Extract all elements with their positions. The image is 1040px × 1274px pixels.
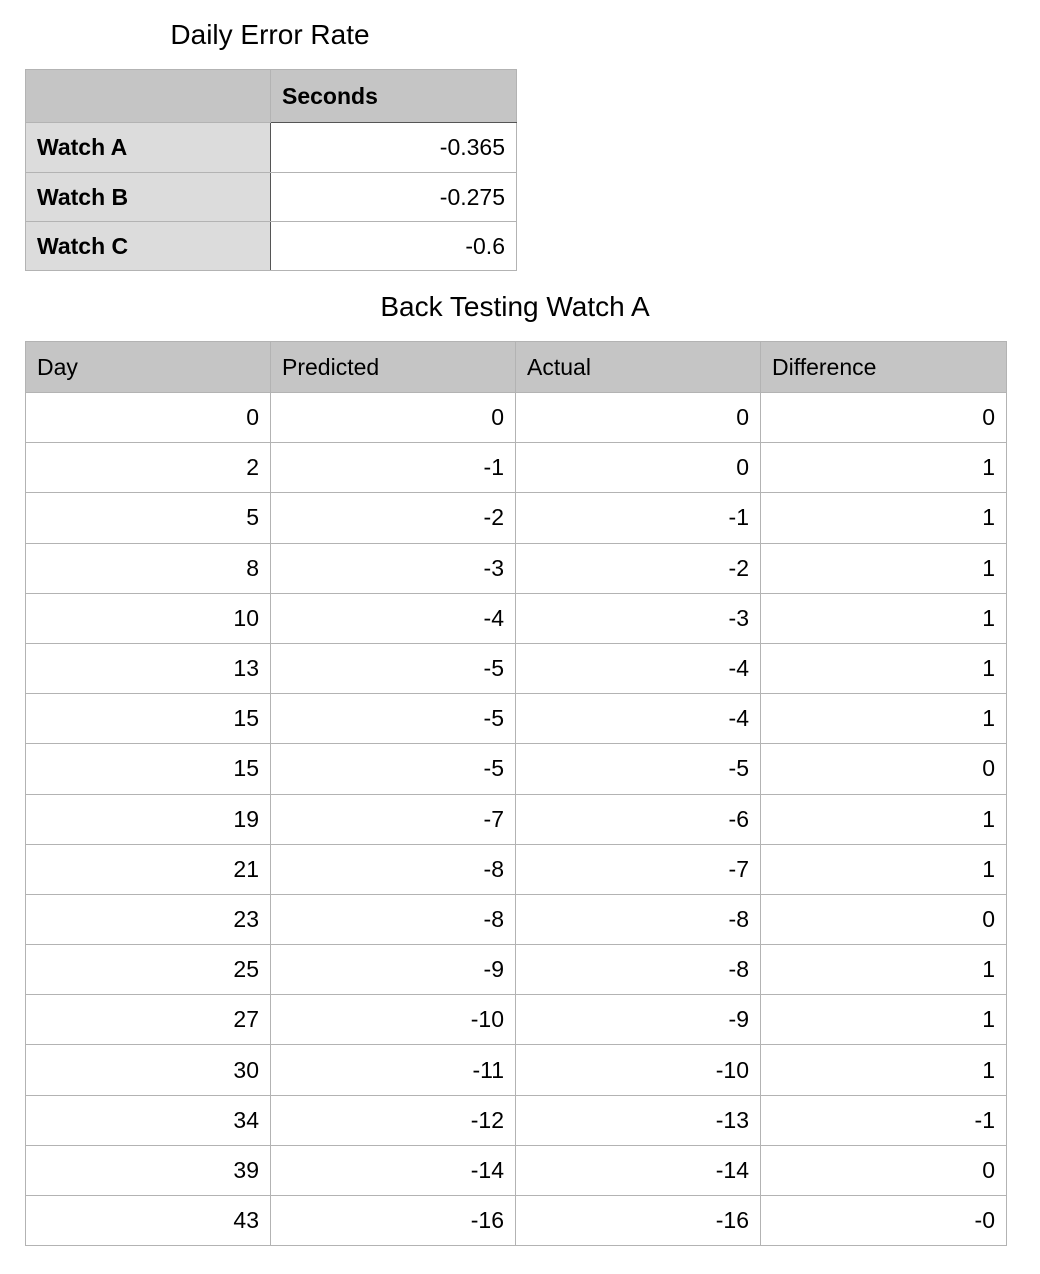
- table-row: [26, 794, 1007, 844]
- actual-cell[interactable]: -3: [516, 593, 761, 643]
- day-cell[interactable]: 43: [26, 1196, 271, 1246]
- table-row: [26, 995, 1007, 1045]
- actual-cell[interactable]: 0: [516, 393, 761, 443]
- difference-cell[interactable]: 0: [761, 744, 1007, 794]
- back-testing-title: Back Testing Watch A: [380, 291, 650, 322]
- predicted-cell[interactable]: -3: [271, 543, 516, 593]
- row-header-watch-b[interactable]: Watch B: [26, 173, 271, 222]
- day-cell[interactable]: 5: [26, 493, 271, 543]
- actual-cell[interactable]: 0: [516, 443, 761, 493]
- difference-cell[interactable]: 1: [761, 593, 1007, 643]
- day-cell[interactable]: 34: [26, 1095, 271, 1145]
- difference-cell[interactable]: 1: [761, 1045, 1007, 1095]
- predicted-cell[interactable]: -2: [271, 493, 516, 543]
- difference-cell[interactable]: 1: [761, 443, 1007, 493]
- table-row: [26, 1145, 1007, 1195]
- daily-error-rate-table: [25, 69, 517, 271]
- predicted-cell[interactable]: -10: [271, 995, 516, 1045]
- predicted-cell[interactable]: -5: [271, 643, 516, 693]
- table-row: [26, 173, 517, 222]
- table-row: [26, 493, 1007, 543]
- table-cell[interactable]: -0.6: [271, 222, 517, 271]
- actual-cell[interactable]: -4: [516, 643, 761, 693]
- actual-cell[interactable]: -7: [516, 844, 761, 894]
- day-cell[interactable]: 0: [26, 393, 271, 443]
- back-testing-table: [25, 341, 1007, 1246]
- table-row: [26, 844, 1007, 894]
- table-row: [26, 1045, 1007, 1095]
- table-row: [26, 643, 1007, 693]
- difference-cell[interactable]: 1: [761, 493, 1007, 543]
- table-row: [26, 1095, 1007, 1145]
- day-cell[interactable]: 39: [26, 1145, 271, 1195]
- difference-cell[interactable]: 1: [761, 794, 1007, 844]
- difference-cell[interactable]: -1: [761, 1095, 1007, 1145]
- table-cell[interactable]: -0.365: [271, 123, 517, 173]
- table-row: [26, 393, 1007, 443]
- difference-cell[interactable]: 0: [761, 393, 1007, 443]
- predicted-cell[interactable]: -12: [271, 1095, 516, 1145]
- actual-cell[interactable]: -8: [516, 945, 761, 995]
- row-header-watch-a[interactable]: Watch A: [26, 123, 271, 173]
- difference-column-header[interactable]: Difference: [761, 342, 1007, 393]
- difference-cell[interactable]: 1: [761, 643, 1007, 693]
- actual-cell[interactable]: -5: [516, 744, 761, 794]
- predicted-cell[interactable]: -14: [271, 1145, 516, 1195]
- predicted-cell[interactable]: -16: [271, 1196, 516, 1246]
- day-cell[interactable]: 13: [26, 643, 271, 693]
- table-row: [26, 694, 1007, 744]
- difference-cell[interactable]: 1: [761, 543, 1007, 593]
- actual-cell[interactable]: -16: [516, 1196, 761, 1246]
- table-row: [26, 593, 1007, 643]
- difference-cell[interactable]: -0: [761, 1196, 1007, 1246]
- back-testing-table-body: [26, 393, 1007, 1246]
- day-cell[interactable]: 25: [26, 945, 271, 995]
- predicted-cell[interactable]: 0: [271, 393, 516, 443]
- day-cell[interactable]: 27: [26, 995, 271, 1045]
- day-cell[interactable]: 15: [26, 694, 271, 744]
- day-cell[interactable]: 30: [26, 1045, 271, 1095]
- table-row: [26, 945, 1007, 995]
- day-cell[interactable]: 2: [26, 443, 271, 493]
- table-row: [26, 543, 1007, 593]
- difference-cell[interactable]: 1: [761, 945, 1007, 995]
- predicted-cell[interactable]: -11: [271, 1045, 516, 1095]
- difference-cell[interactable]: 1: [761, 694, 1007, 744]
- difference-cell[interactable]: 0: [761, 1145, 1007, 1195]
- day-cell[interactable]: 10: [26, 593, 271, 643]
- table-row: [26, 222, 517, 271]
- day-column-header[interactable]: Day: [26, 342, 271, 393]
- difference-cell[interactable]: 1: [761, 995, 1007, 1045]
- day-cell[interactable]: 21: [26, 844, 271, 894]
- predicted-cell[interactable]: -5: [271, 744, 516, 794]
- actual-cell[interactable]: -6: [516, 794, 761, 844]
- difference-cell[interactable]: 0: [761, 894, 1007, 944]
- day-cell[interactable]: 23: [26, 894, 271, 944]
- predicted-column-header[interactable]: Predicted: [271, 342, 516, 393]
- table-row: [26, 443, 1007, 493]
- predicted-cell[interactable]: -1: [271, 443, 516, 493]
- actual-cell[interactable]: -9: [516, 995, 761, 1045]
- daily-error-rate-title: Daily Error Rate: [170, 19, 370, 50]
- predicted-cell[interactable]: -9: [271, 945, 516, 995]
- row-header-watch-c[interactable]: Watch C: [26, 222, 271, 271]
- table-row: [26, 744, 1007, 794]
- table-cell[interactable]: -0.275: [271, 173, 517, 222]
- day-cell[interactable]: 19: [26, 794, 271, 844]
- day-cell[interactable]: 8: [26, 543, 271, 593]
- table-row: [26, 123, 517, 173]
- seconds-column-header[interactable]: Seconds: [271, 70, 517, 123]
- corner-header-cell[interactable]: [26, 70, 271, 123]
- actual-cell[interactable]: -2: [516, 543, 761, 593]
- predicted-cell[interactable]: -8: [271, 844, 516, 894]
- day-cell[interactable]: 15: [26, 744, 271, 794]
- actual-column-header[interactable]: Actual: [516, 342, 761, 393]
- predicted-cell[interactable]: -8: [271, 894, 516, 944]
- table-row: [26, 1196, 1007, 1246]
- difference-cell[interactable]: 1: [761, 844, 1007, 894]
- predicted-cell[interactable]: -5: [271, 694, 516, 744]
- actual-cell[interactable]: -13: [516, 1095, 761, 1145]
- actual-cell[interactable]: -1: [516, 493, 761, 543]
- table-row: [26, 894, 1007, 944]
- predicted-cell[interactable]: -7: [271, 794, 516, 844]
- header-row: [26, 342, 1007, 393]
- actual-cell[interactable]: -10: [516, 1045, 761, 1095]
- actual-cell[interactable]: -4: [516, 694, 761, 744]
- predicted-cell[interactable]: -4: [271, 593, 516, 643]
- actual-cell[interactable]: -8: [516, 894, 761, 944]
- actual-cell[interactable]: -14: [516, 1145, 761, 1195]
